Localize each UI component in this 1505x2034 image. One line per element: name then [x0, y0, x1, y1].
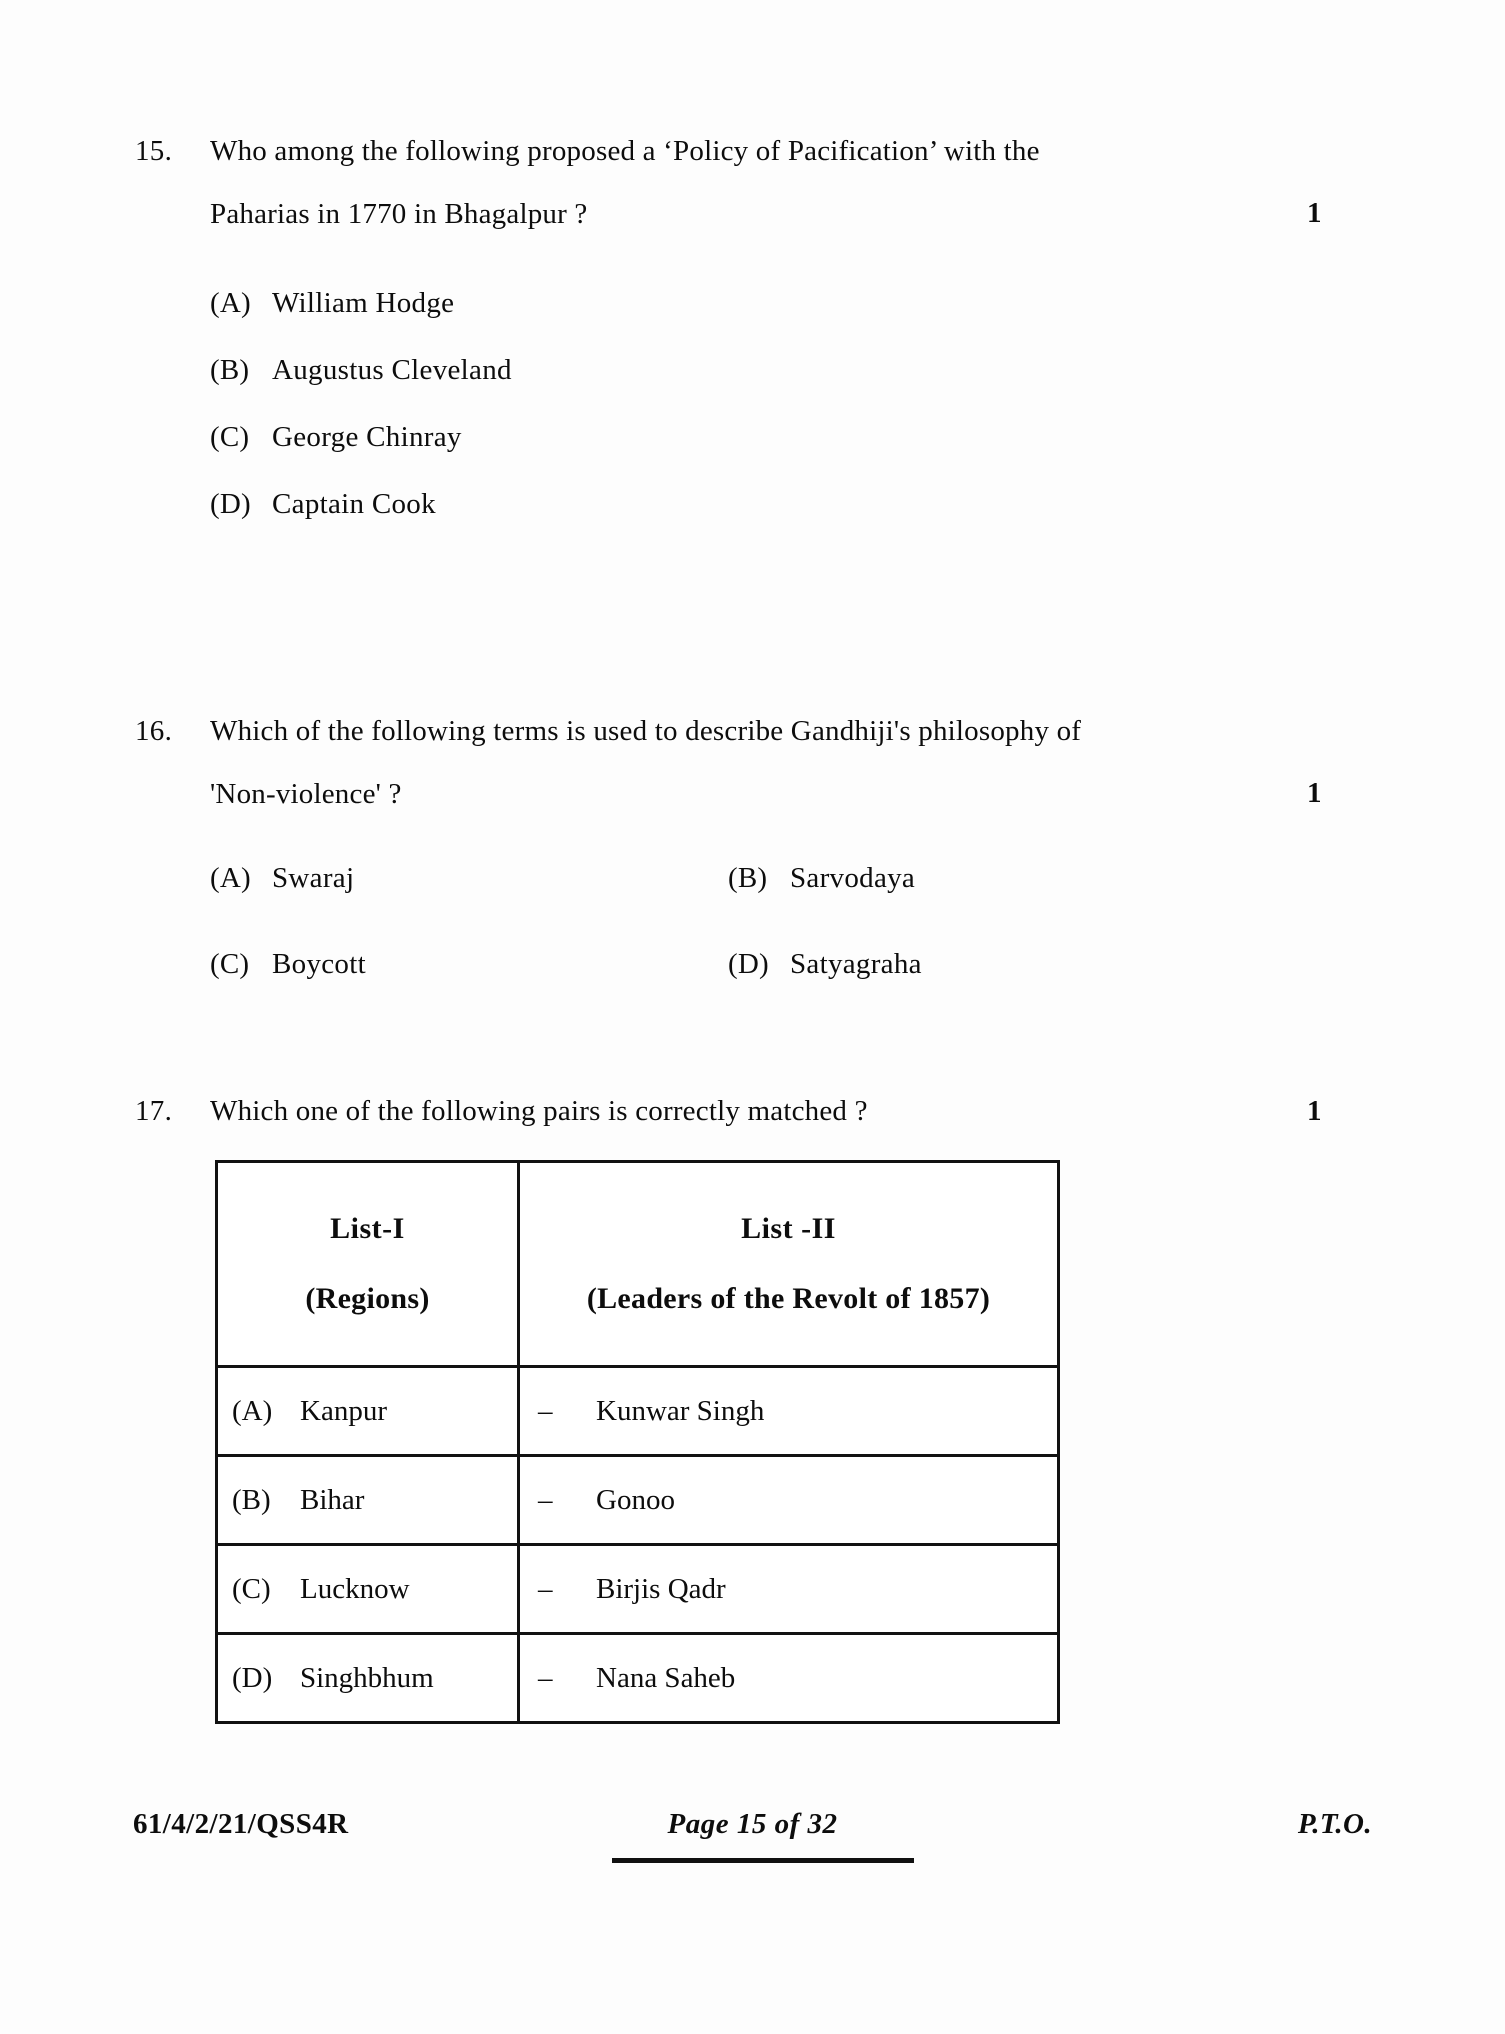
- option-label: (C): [210, 948, 250, 980]
- question-15-marks: 1: [1307, 197, 1322, 229]
- question-15-option-c[interactable]: [210, 404, 462, 470]
- table-cell-region: [217, 1634, 519, 1723]
- table-cell-region: [217, 1545, 519, 1634]
- question-17-text-line1: Which one of the following pairs is correctly matched ?: [210, 1095, 868, 1127]
- table-row[interactable]: [217, 1545, 1059, 1634]
- table-row[interactable]: [217, 1367, 1059, 1456]
- table-row[interactable]: [217, 1456, 1059, 1545]
- table-header-list-2: [519, 1162, 1059, 1367]
- question-17-statement: [135, 1080, 1330, 1143]
- question-17-marks: 1: [1307, 1095, 1322, 1127]
- question-15: [135, 120, 1330, 246]
- option-label: (D): [210, 488, 251, 520]
- list-2-title: List -II: [741, 1212, 836, 1245]
- option-text: Augustus Cleveland: [272, 354, 512, 386]
- question-16: [135, 700, 1330, 826]
- table-cell-leader: [519, 1456, 1059, 1545]
- question-17-text: [210, 1080, 1295, 1143]
- question-16-option-a[interactable]: [210, 845, 354, 911]
- paper-code: 61/4/2/21/QSS4R: [133, 1808, 349, 1840]
- option-label: (A): [210, 287, 251, 319]
- list-2-subtitle: (Leaders of the Revolt of 1857): [586, 1282, 991, 1315]
- question-15-options: [210, 270, 1310, 538]
- leader-name: Birjis Qadr: [596, 1572, 726, 1605]
- dash-separator: –: [538, 1394, 553, 1427]
- option-label: (D): [728, 948, 769, 980]
- dash-separator: –: [538, 1661, 553, 1694]
- question-17: [135, 1080, 1330, 1143]
- table-header-row: [217, 1162, 1059, 1367]
- option-row: [210, 337, 1310, 404]
- row-label: (C): [232, 1572, 271, 1605]
- option-text: Captain Cook: [272, 488, 436, 520]
- question-15-text-line1: Who among the following proposed a ‘Policy of Pacification’ with the: [210, 135, 1040, 167]
- question-17-number: 17.: [135, 1095, 173, 1127]
- option-label: (B): [728, 862, 768, 894]
- list-1-subtitle: (Regions): [305, 1282, 430, 1315]
- question-16-option-c[interactable]: [210, 931, 366, 997]
- table-cell-region: [217, 1367, 519, 1456]
- option-row: [210, 931, 1310, 1017]
- question-15-statement: [135, 120, 1330, 246]
- question-15-option-a[interactable]: [210, 270, 454, 336]
- question-16-text: [210, 700, 1295, 826]
- question-16-statement: [135, 700, 1330, 826]
- pto-label: P.T.O.: [1297, 1808, 1372, 1840]
- question-16-text-line2: 'Non-violence' ?: [210, 778, 402, 810]
- table-row[interactable]: [217, 1634, 1059, 1723]
- option-text: Boycott: [272, 948, 366, 980]
- matching-table: [215, 1160, 1060, 1724]
- list-1-title: List-I: [330, 1212, 405, 1245]
- question-16-text-line1: Which of the following terms is used to describe Gandhiji's philosophy of: [210, 715, 1082, 747]
- option-label: (C): [210, 421, 250, 453]
- question-16-options: [210, 845, 1310, 1017]
- question-15-text-line2: Paharias in 1770 in Bhagalpur ?: [210, 198, 588, 230]
- option-text: George Chinray: [272, 421, 462, 453]
- row-label: (B): [232, 1483, 271, 1516]
- option-row: [210, 404, 1310, 471]
- option-label: (B): [210, 354, 250, 386]
- question-16-number: 16.: [135, 715, 173, 747]
- page-number: Page 15 of 32: [667, 1808, 838, 1840]
- leader-name: Kunwar Singh: [596, 1394, 765, 1427]
- dash-separator: –: [538, 1483, 553, 1516]
- table-cell-leader: [519, 1634, 1059, 1723]
- question-16-marks: 1: [1307, 777, 1322, 809]
- option-row: [210, 270, 1310, 337]
- question-16-option-b[interactable]: [728, 845, 915, 911]
- row-label: (A): [232, 1394, 273, 1427]
- question-15-number: 15.: [135, 135, 173, 167]
- region-name: Singhbhum: [300, 1661, 434, 1694]
- question-15-option-b[interactable]: [210, 337, 512, 403]
- region-name: Kanpur: [300, 1394, 387, 1427]
- leader-name: Gonoo: [596, 1483, 675, 1516]
- option-text: Swaraj: [272, 862, 355, 894]
- leader-name: Nana Saheb: [596, 1661, 736, 1694]
- table-cell-leader: [519, 1545, 1059, 1634]
- option-row: [210, 845, 1310, 931]
- region-name: Lucknow: [300, 1572, 410, 1605]
- page-footer: [0, 1808, 1505, 1898]
- option-text: Sarvodaya: [790, 862, 916, 894]
- row-label: (D): [232, 1661, 273, 1694]
- region-name: Bihar: [300, 1483, 365, 1516]
- question-16-option-d[interactable]: [728, 931, 922, 997]
- table-cell-region: [217, 1456, 519, 1545]
- table-header-list-1: [217, 1162, 519, 1367]
- option-label: (A): [210, 862, 251, 894]
- question-15-option-d[interactable]: [210, 471, 436, 537]
- table-cell-leader: [519, 1367, 1059, 1456]
- dash-separator: –: [538, 1572, 553, 1605]
- question-15-text: [210, 120, 1295, 246]
- footer-divider: [612, 1858, 914, 1863]
- option-text: William Hodge: [272, 287, 455, 319]
- option-row: [210, 471, 1310, 538]
- option-text: Satyagraha: [790, 948, 922, 980]
